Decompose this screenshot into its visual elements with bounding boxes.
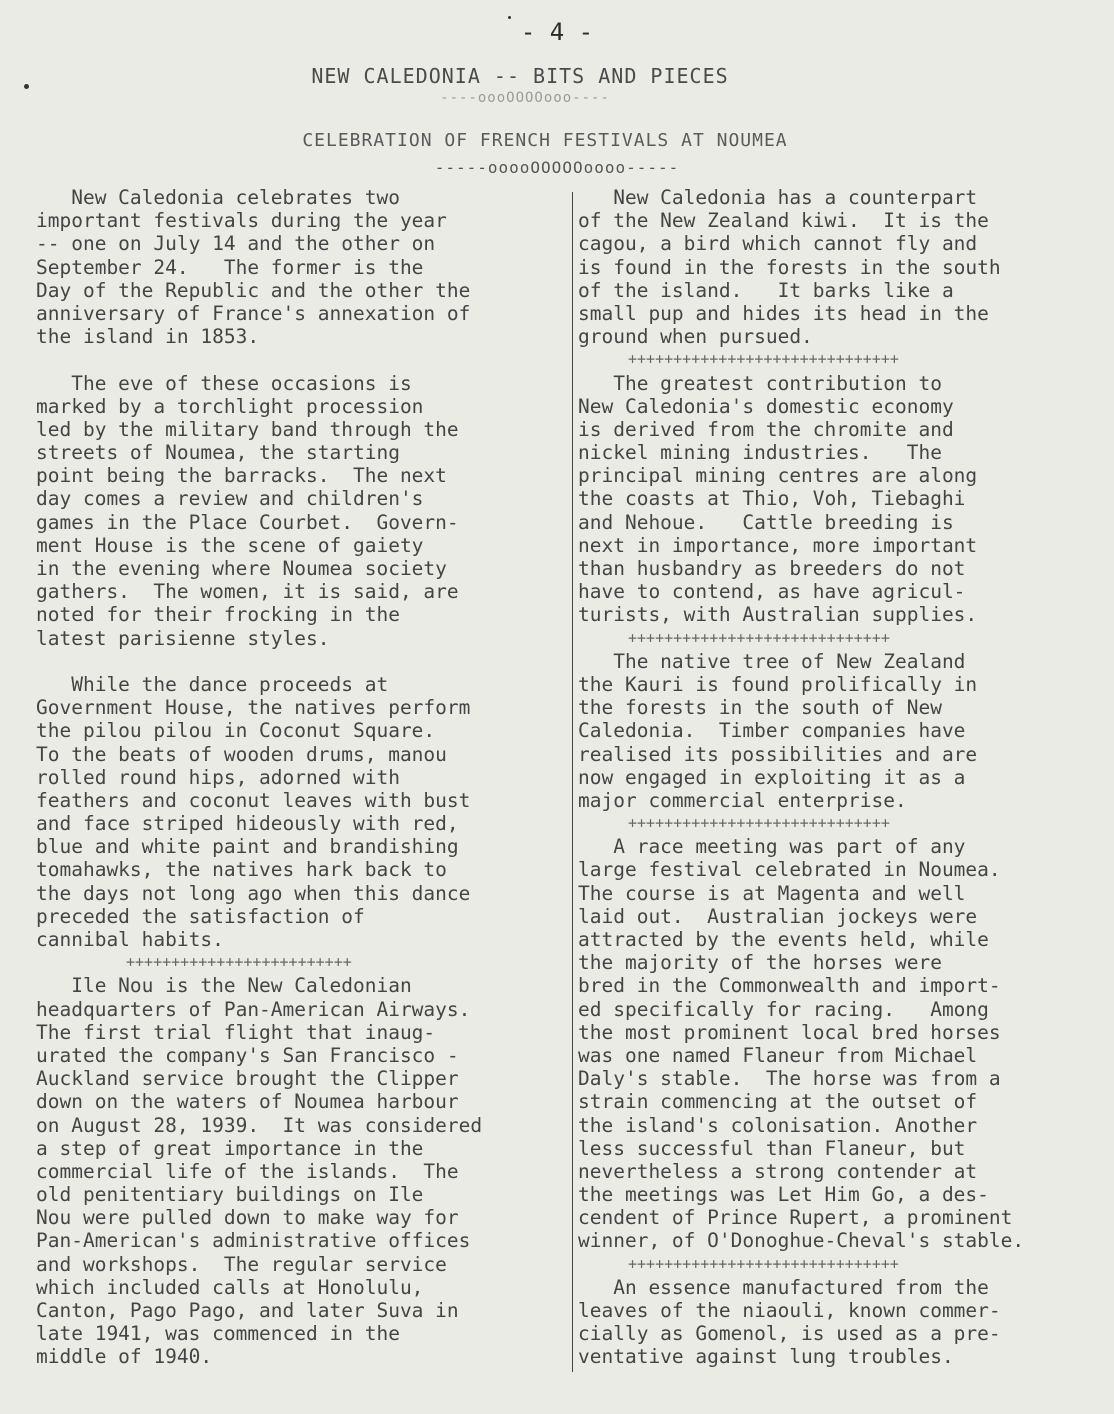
text-line: important festivals during the year — [36, 209, 447, 233]
text-line: nevertheless a strong contender at — [578, 1159, 978, 1183]
text-line: Day of the Republic and the other the — [36, 278, 471, 302]
text-line: The first trial flight that inaug- — [36, 1020, 436, 1044]
text-line: September 24. The former is the — [36, 255, 424, 279]
section-subtitle: CELEBRATION OF FRENCH FESTIVALS AT NOUMEA — [302, 130, 788, 151]
text-line: The native tree of New Zealand — [578, 649, 966, 673]
title-ornament: ----oooOOOOooo---- — [440, 90, 610, 106]
text-line: Nou were pulled down to make way for — [36, 1206, 459, 1230]
text-line: New Caledonia's domestic economy — [578, 394, 954, 418]
text-line: nickel mining industries. The — [578, 441, 942, 465]
text-line: Daly's stable. The horse was from a — [578, 1067, 1001, 1091]
text-line: of the island. It barks like a — [578, 278, 954, 302]
text-line: cannibal habits. — [36, 928, 224, 951]
text-line: the island's colonisation. Another — [578, 1113, 978, 1137]
text-line: preceded the satisfaction of — [36, 904, 365, 928]
page-number: - 4 - — [520, 18, 594, 46]
text-line: down on the waters of Noumea harbour — [36, 1090, 459, 1114]
text-line: in the evening where Noumea society — [36, 557, 447, 580]
text-line: led by the military band through the — [36, 417, 459, 441]
text-line: attracted by the events held, while — [578, 928, 989, 951]
text-line: commercial life of the islands. The — [36, 1159, 459, 1183]
section-separator: +++++++++++++++++++++++++++++ — [628, 628, 890, 647]
section-separator: +++++++++++++++++++++++++ — [126, 953, 352, 972]
text-line: the most prominent local bred horses — [578, 1020, 1001, 1044]
text-line: is found in the forests in the south — [578, 255, 1001, 279]
text-line: -- one on July 14 and the other on — [36, 232, 436, 256]
text-line: the island in 1853. — [36, 325, 260, 349]
text-line: An essence manufactured from the — [578, 1275, 989, 1299]
text-line: The eve of these occasions is — [36, 371, 412, 395]
text-line: of the New Zealand kiwi. It is the — [578, 209, 989, 233]
text-line: was one named Flaneur from Michael — [578, 1043, 978, 1067]
text-line: small pup and hides its head in the — [578, 301, 989, 325]
text-line: feathers and coconut leaves with bust — [36, 788, 471, 812]
text-line: leaves of the niaouli, known commer- — [578, 1299, 1001, 1322]
text-line: rolled round hips, adorned with — [36, 765, 400, 789]
text-line: which included calls at Honolulu, — [36, 1275, 424, 1299]
page-title: NEW CALEDONIA -- BITS AND PIECES — [311, 64, 729, 88]
text-line: New Caledonia celebrates two — [36, 186, 400, 209]
text-line: While the dance proceeds at — [36, 672, 389, 696]
text-line: streets of Noumea, the starting — [36, 441, 400, 465]
text-line: is derived from the chromite and — [578, 417, 954, 441]
text-line: old penitentiary buildings on Ile — [36, 1183, 424, 1207]
ink-speck — [508, 16, 511, 19]
text-line: than husbandry as breeders do not — [578, 557, 966, 580]
text-line: late 1941, was commenced in the — [36, 1322, 400, 1346]
text-line: Auckland service brought the Clipper — [36, 1067, 459, 1091]
text-line: the forests in the south of New — [578, 696, 942, 720]
text-line: winner, of O'Donoghue-Cheval's stable. — [578, 1229, 1025, 1253]
text-line: middle of 1940. — [36, 1345, 213, 1369]
text-line: less successful than Flaneur, but — [578, 1136, 966, 1160]
text-line: games in the Place Courbet. Govern- — [36, 510, 459, 534]
text-line: ment House is the scene of gaiety — [36, 533, 424, 557]
text-line: Caledonia. Timber companies have — [578, 719, 966, 743]
paragraph-gap — [36, 348, 570, 371]
text-line: realised its possibilities and are — [578, 742, 978, 766]
text-line: marked by a torchlight procession — [36, 394, 424, 418]
text-line: ventative against lung troubles. — [578, 1345, 954, 1369]
text-line: the coasts at Thio, Voh, Tiebaghi — [578, 487, 966, 511]
text-line: Ile Nou is the New Caledonian — [36, 974, 412, 998]
text-line: a step of great importance in the — [36, 1136, 424, 1160]
section-separator: ++++++++++++++++++++++++++++++ — [628, 1254, 899, 1273]
right-column — [578, 186, 1098, 1369]
text-line: The greatest contribution to — [578, 371, 942, 395]
section-separator: ++++++++++++++++++++++++++++++ — [628, 350, 899, 369]
text-line: and workshops. The regular service — [36, 1252, 447, 1276]
text-line: the Kauri is found prolifically in — [578, 672, 978, 696]
text-line: urated the company's San Francisco - — [36, 1043, 459, 1067]
paragraph-gap — [36, 650, 570, 673]
text-line: laid out. Australian jockeys were — [578, 904, 978, 928]
text-line: cially as Gomenol, is used as a pre- — [578, 1322, 1001, 1346]
text-line: point being the barracks. The next — [36, 464, 447, 488]
text-line: have to contend, as have agricul- — [578, 580, 966, 604]
subtitle-ornament: -----ooooOOOOOoooo----- — [434, 158, 680, 177]
text-line: the days not long ago when this dance — [36, 881, 471, 905]
text-line: the majority of the horses were — [578, 951, 942, 975]
section-separator: +++++++++++++++++++++++++++++ — [628, 814, 890, 833]
text-line: A race meeting was part of any — [578, 835, 966, 859]
text-line: next in importance, more important — [578, 533, 978, 557]
text-line: gathers. The women, it is said, are — [36, 580, 459, 604]
text-line: Government House, the natives perform — [36, 696, 471, 720]
text-line: turists, with Australian supplies. — [578, 603, 978, 627]
text-line: headquarters of Pan-American Airways. — [36, 997, 471, 1021]
ink-speck — [24, 84, 29, 89]
text-line: bred in the Commonwealth and import- — [578, 974, 1001, 998]
text-line: New Caledonia has a counterpart — [578, 186, 978, 209]
text-line: day comes a review and children's — [36, 487, 424, 511]
text-line: the pilou pilou in Coconut Square. — [36, 719, 436, 743]
column-divider — [572, 192, 573, 1372]
text-line: Canton, Pago Pago, and later Suva in — [36, 1299, 459, 1322]
text-line: on August 28, 1939. It was considered — [36, 1113, 483, 1137]
text-line: and face striped hideously with red, — [36, 812, 459, 836]
text-line: and Nehoue. Cattle breeding is — [578, 510, 954, 534]
text-line: latest parisienne styles. — [36, 626, 330, 650]
text-line: strain commencing at the outset of — [578, 1090, 978, 1114]
text-line: ground when pursued. — [578, 325, 813, 349]
text-line: blue and white paint and brandishing — [36, 835, 459, 859]
text-line: cendent of Prince Rupert, a prominent — [578, 1206, 1013, 1230]
text-line: ed specifically for racing. Among — [578, 997, 989, 1021]
text-line: now engaged in exploiting it as a — [578, 765, 966, 789]
text-line: anniversary of France's annexation of — [36, 301, 471, 325]
text-line: cagou, a bird which cannot fly and — [578, 232, 978, 256]
left-column — [36, 186, 570, 1369]
text-line: tomahawks, the natives hark back to — [36, 858, 447, 882]
text-line: To the beats of wooden drums, manou — [36, 742, 447, 766]
text-line: The course is at Magenta and well — [578, 881, 966, 905]
text-line: principal mining centres are along — [578, 464, 978, 488]
text-line: major commercial enterprise. — [578, 788, 907, 812]
text-line: large festival celebrated in Noumea. — [578, 858, 1001, 882]
text-line: the meetings was Let Him Go, a des- — [578, 1183, 989, 1207]
text-line: noted for their frocking in the — [36, 603, 400, 627]
text-line: Pan-American's administrative offices — [36, 1229, 471, 1253]
